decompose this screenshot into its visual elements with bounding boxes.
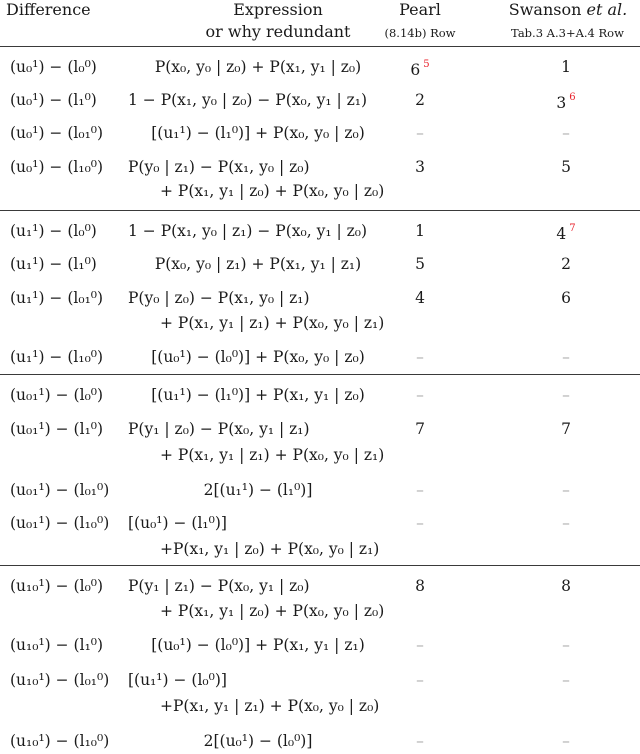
difference-cell: (u₀₁¹) − (l₁⁰)	[10, 420, 104, 438]
header-rule	[0, 46, 640, 47]
expression-cell: [(u₁¹) − (l₁⁰)] + P(x₀, y₀ | z₀)	[151, 124, 365, 142]
group-rule	[0, 210, 640, 211]
swanson-cell: 6	[561, 289, 571, 307]
expression-continuation: +P(x₁, y₁ | z₁) + P(x₀, y₀ | z₀)	[160, 697, 380, 715]
pearl-cell: –	[416, 124, 424, 142]
expression-continuation: + P(x₁, y₁ | z₁) + P(x₀, y₀ | z₁)	[160, 314, 385, 332]
table-row-continuation	[0, 693, 640, 719]
group-rule	[0, 374, 640, 375]
swanson-cell: –	[562, 386, 570, 404]
difference-cell: (u₀¹) − (l₁₀⁰)	[10, 158, 104, 176]
table-row	[0, 344, 640, 370]
pearl-cell: 7	[415, 420, 425, 438]
expression-cell: 1 − P(x₁, y₀ | z₁) − P(x₀, y₁ | z₀)	[128, 222, 368, 240]
footnote-marker: 5	[423, 59, 430, 70]
group-rule	[0, 565, 640, 566]
header-expression-sub: or why redundant	[205, 22, 351, 41]
difference-cell: (u₀₁¹) − (l₀₁⁰)	[10, 481, 110, 499]
footnote-marker: 7	[569, 223, 576, 234]
expression-cell: [(u₁¹) − (l₀⁰)]	[128, 671, 227, 689]
table-row	[0, 573, 640, 599]
difference-cell: (u₀₁¹) − (l₀⁰)	[10, 386, 104, 404]
table-row	[0, 416, 640, 442]
swanson-cell: –	[562, 124, 570, 142]
difference-cell: (u₁¹) − (l₀⁰)	[10, 222, 97, 240]
expression-cell: [(u₁¹) − (l₁⁰)] + P(x₁, y₁ | z₀)	[151, 386, 365, 404]
table-row	[0, 87, 640, 113]
table-row	[0, 120, 640, 146]
expression-cell: P(y₁ | z₁) − P(x₀, y₁ | z₀)	[128, 577, 310, 595]
difference-cell: (u₁¹) − (l₀₁⁰)	[10, 289, 104, 307]
expression-continuation: + P(x₁, y₁ | z₁) + P(x₀, y₀ | z₁)	[160, 446, 385, 464]
table-row	[0, 251, 640, 277]
expression-cell: P(y₁ | z₀) − P(x₀, y₁ | z₁)	[128, 420, 310, 438]
table-row	[0, 54, 640, 80]
table-row	[0, 154, 640, 180]
difference-cell: (u₀¹) − (l₀⁰)	[10, 58, 97, 76]
table-row	[0, 632, 640, 658]
expression-continuation: +P(x₁, y₁ | z₀) + P(x₀, y₀ | z₁)	[160, 540, 380, 558]
expression-cell: 1 − P(x₁, y₀ | z₀) − P(x₀, y₁ | z₁)	[128, 91, 368, 109]
table-row-continuation	[0, 310, 640, 336]
difference-cell: (u₁₀¹) − (l₁₀⁰)	[10, 732, 110, 750]
difference-cell: (u₁¹) − (l₁⁰)	[10, 255, 97, 273]
swanson-cell: 5	[561, 158, 571, 176]
swanson-cell: 8	[561, 577, 571, 595]
swanson-cell: 7	[561, 420, 571, 438]
swanson-cell: –	[562, 514, 570, 532]
swanson-cell: –	[562, 671, 570, 689]
expression-continuation: + P(x₁, y₁ | z₀) + P(x₀, y₀ | z₀)	[160, 182, 385, 200]
pearl-cell: 4	[415, 289, 425, 307]
expression-cell: 2[(u₀¹) − (l₀⁰)]	[203, 732, 313, 750]
table-row-continuation	[0, 442, 640, 468]
difference-cell: (u₀¹) − (l₀₁⁰)	[10, 124, 104, 142]
table-row-continuation	[0, 178, 640, 204]
pearl-cell: –	[416, 481, 424, 499]
swanson-cell: –	[562, 636, 570, 654]
pearl-cell: –	[416, 671, 424, 689]
pearl-cell: 5	[415, 255, 425, 273]
header-pearl: Pearl	[399, 0, 441, 19]
table-row-continuation	[0, 598, 640, 624]
expression-cell: P(y₀ | z₀) − P(x₁, y₀ | z₁)	[128, 289, 310, 307]
swanson-cell: –	[562, 348, 570, 366]
swanson-cell: –	[562, 481, 570, 499]
header-swanson-sub: Tab.3 A.3+A.4 Row	[511, 26, 624, 40]
table-row	[0, 285, 640, 311]
expression-cell: P(x₀, y₀ | z₀) + P(x₁, y₁ | z₀)	[154, 58, 362, 76]
expression-cell: 2[(u₁¹) − (l₁⁰)]	[203, 481, 313, 499]
pearl-cell: 8	[415, 577, 425, 595]
table-row	[0, 382, 640, 408]
swanson-cell: 1	[561, 58, 571, 76]
swanson-cell: 2	[561, 255, 571, 273]
expression-cell: [(u₀¹) − (l₀⁰)] + P(x₀, y₀ | z₀)	[151, 348, 365, 366]
table-row	[0, 510, 640, 536]
swanson-cell: 3 $^6$	[556, 92, 576, 113]
expression-cell: [(u₀¹) − (l₁⁰)]	[128, 514, 227, 532]
table-row-continuation	[0, 536, 640, 562]
header-expression: Expression	[233, 0, 323, 19]
pearl-cell: –	[416, 732, 424, 750]
pearl-cell: 3	[415, 158, 425, 176]
difference-cell: (u₁¹) − (l₁₀⁰)	[10, 348, 104, 366]
expression-cell: P(x₀, y₀ | z₁) + P(x₁, y₁ | z₁)	[154, 255, 362, 273]
footnote-marker: 6	[569, 92, 576, 103]
table-row	[0, 218, 640, 244]
header-difference: Difference	[6, 0, 91, 19]
pearl-cell: 1	[415, 222, 425, 240]
table-row	[0, 728, 640, 754]
table-row	[0, 667, 640, 693]
difference-cell: (u₀₁¹) − (l₁₀⁰)	[10, 514, 110, 532]
pearl-cell: –	[416, 514, 424, 532]
header-swanson: Swanson et al.	[508, 0, 628, 19]
header-pearl-sub: (8.14b) Row	[384, 26, 456, 40]
swanson-cell: –	[562, 732, 570, 750]
difference-cell: (u₁₀¹) − (l₀⁰)	[10, 577, 104, 595]
table-row	[0, 477, 640, 503]
expression-cell: P(y₀ | z₁) − P(x₁, y₀ | z₀)	[128, 158, 310, 176]
pearl-cell: –	[416, 636, 424, 654]
pearl-cell: 6 $^5$	[410, 59, 430, 80]
difference-cell: (u₁₀¹) − (l₀₁⁰)	[10, 671, 110, 689]
swanson-cell: 4 $^7$	[556, 223, 576, 244]
difference-cell: (u₁₀¹) − (l₁⁰)	[10, 636, 104, 654]
expression-cell: [(u₀¹) − (l₀⁰)] + P(x₁, y₁ | z₁)	[151, 636, 365, 654]
pearl-cell: 2	[415, 91, 425, 109]
difference-cell: (u₀¹) − (l₁⁰)	[10, 91, 97, 109]
expression-continuation: + P(x₁, y₁ | z₀) + P(x₀, y₀ | z₀)	[160, 602, 385, 620]
pearl-cell: –	[416, 386, 424, 404]
pearl-cell: –	[416, 348, 424, 366]
